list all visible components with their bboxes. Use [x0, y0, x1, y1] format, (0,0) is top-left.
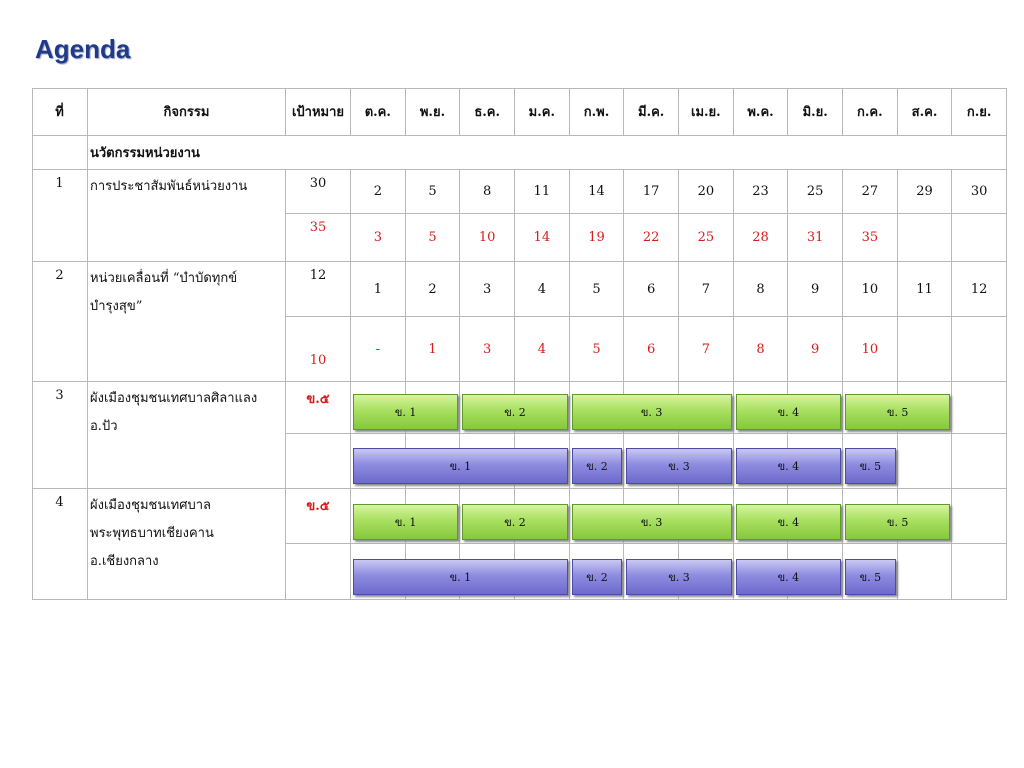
- plan-value-cell: [624, 262, 679, 317]
- header-target-text: เป้าหมาย: [291, 105, 345, 120]
- phase-bar-label: ข. 5: [886, 406, 909, 419]
- actual-value-cell: [734, 214, 789, 262]
- plan-value-cell: [460, 262, 515, 317]
- header-activity-text: กิจกรรม: [163, 105, 210, 120]
- plan-value-cell: [624, 170, 679, 214]
- activity-label-text: การประชาสัมพันธ์หน่วยงาน: [90, 179, 248, 194]
- header-month-text: ก.พ.: [583, 105, 610, 120]
- activity-label-text: หน่วยเคลื่อนที่ “บำบัดทุกข์ บำรุงสุข”: [90, 271, 238, 314]
- phase-bar-label: ข. 3: [668, 571, 690, 584]
- actual-target-text: 35: [309, 220, 327, 235]
- phase-bar-label: ข. 2: [586, 571, 608, 584]
- plan-phase-bar: [353, 394, 458, 430]
- plan-value-cell: [952, 262, 1007, 317]
- actual-value-cell: [788, 317, 843, 382]
- actual-value-cell: [952, 317, 1007, 382]
- plan-value-cell-text: 7: [701, 281, 710, 297]
- actual-value-cell-text: 35: [861, 230, 879, 245]
- header-month-text: เม.ย.: [691, 105, 721, 120]
- header-month-text: ธ.ค.: [474, 105, 500, 120]
- phase-bar-label: ข. 5: [859, 460, 882, 473]
- actual-value-cell-text: 10: [861, 341, 879, 357]
- actual-value-cell-text: 5: [428, 230, 437, 245]
- plan-value-cell: [788, 262, 843, 317]
- plan-value-cell-text: 12: [970, 281, 988, 297]
- header-month-text: ต.ค.: [364, 105, 391, 120]
- actual-value-cell: [406, 317, 461, 382]
- plan-value-cell-text: 3: [483, 281, 492, 297]
- activity-label: [88, 170, 286, 262]
- actual-phase-bar: [626, 559, 731, 595]
- agenda-table: [32, 88, 1007, 600]
- month-cell: [898, 434, 953, 489]
- actual-phase-bar: [845, 448, 896, 484]
- activity-label: [88, 262, 286, 382]
- actual-phase-bar: [353, 559, 568, 595]
- actual-value-cell-text: 28: [752, 230, 769, 245]
- row-number-text: 4: [55, 495, 64, 510]
- actual-phase-bar: [626, 448, 731, 484]
- header-activity: [88, 88, 286, 136]
- phase-bar-label: ข. 1: [394, 516, 417, 529]
- header-month-text: พ.ค.: [747, 105, 774, 120]
- section-label: [88, 136, 1007, 170]
- header-month: [515, 88, 570, 136]
- plan-value-cell: [679, 262, 734, 317]
- actual-value-cell: [460, 214, 515, 262]
- plan-value-cell: [570, 170, 625, 214]
- actual-value-cell-text: 7: [701, 341, 710, 357]
- actual-value-cell-text: 5: [592, 341, 601, 357]
- row-number: [32, 262, 88, 382]
- header-month: [788, 88, 843, 136]
- header-month-text: ก.ค.: [857, 105, 883, 120]
- actual-value-cell-text: 6: [647, 341, 656, 357]
- phase-bar-label: ข. 3: [640, 406, 663, 419]
- actual-value-cell-text: 3: [373, 230, 382, 245]
- plan-value-cell: [460, 170, 515, 214]
- section-no-cell: [32, 136, 88, 170]
- header-month-text: ม.ค.: [528, 105, 555, 120]
- actual-value-cell-text: -: [375, 341, 381, 357]
- plan-phase-bar: [462, 504, 567, 540]
- header-month: [460, 88, 515, 136]
- phase-bar-label: ข. 5: [859, 571, 882, 584]
- actual-value-cell: [952, 214, 1007, 262]
- actual-phase-bar: [736, 559, 841, 595]
- actual-target: [286, 317, 351, 382]
- page-title: Agenda: [35, 34, 131, 64]
- header-month: [679, 88, 734, 136]
- plan-value-cell-text: 27: [861, 184, 879, 199]
- activity-label-text: ผังเมืองชุมชนเทศบาล พระพุทธบาทเชียงคาน อ.เชียงกลาง: [90, 498, 214, 569]
- plan-value-cell: [515, 170, 570, 214]
- phase-bar-label: ข. 4: [777, 460, 800, 473]
- actual-value-cell-text: 4: [537, 341, 546, 357]
- plan-value-cell-text: 10: [861, 281, 879, 297]
- plan-phase-bar: [845, 504, 950, 540]
- month-cell: [898, 544, 953, 600]
- month-cell: [952, 544, 1007, 600]
- actual-phase-bar: [736, 448, 841, 484]
- plan-value-cell-text: 5: [428, 184, 437, 199]
- header-month: [406, 88, 461, 136]
- activity-label: [88, 382, 286, 489]
- header-month: [351, 88, 406, 136]
- actual-value-cell-text: 9: [811, 341, 820, 357]
- header-target: [286, 88, 351, 136]
- plan-value-cell-text: 8: [756, 281, 765, 297]
- header-month-text: ก.ย.: [966, 105, 992, 120]
- target-empty-cell: [286, 434, 351, 489]
- actual-value-cell: [351, 317, 406, 382]
- actual-value-cell: [843, 214, 898, 262]
- plan-value-cell-text: 8: [483, 184, 492, 199]
- actual-phase-bar: [353, 448, 568, 484]
- header-no-text: ที่: [55, 105, 64, 120]
- header-month: [624, 88, 679, 136]
- plan-value-cell-text: 14: [588, 184, 605, 199]
- plan-value-cell: [515, 262, 570, 317]
- plan-value-cell: [734, 170, 789, 214]
- header-month: [734, 88, 789, 136]
- plan-value-cell-text: 29: [916, 184, 933, 199]
- phase-bar-label: ข. 1: [394, 406, 417, 419]
- actual-phase-bar: [572, 559, 623, 595]
- actual-value-cell-text: 25: [697, 230, 715, 245]
- actual-value-cell: [515, 214, 570, 262]
- plan-phase-bar: [572, 504, 732, 540]
- plan-target: [286, 262, 351, 317]
- target-empty-cell: [286, 544, 351, 600]
- month-cell: [952, 489, 1007, 544]
- plan-phase-bar: [845, 394, 950, 430]
- actual-value-cell: [734, 317, 789, 382]
- phase-bar-label: ข. 3: [668, 460, 690, 473]
- plan-phase-bar: [736, 394, 841, 430]
- actual-value-cell-text: 31: [806, 230, 824, 245]
- actual-value-cell: [570, 317, 625, 382]
- actual-phase-bar: [572, 448, 623, 484]
- phase-bar-label: ข. 2: [586, 460, 608, 473]
- target-cell-text: ข.๕: [306, 392, 330, 407]
- row-number-text: 2: [55, 268, 64, 283]
- plan-value-cell-text: 20: [697, 184, 715, 199]
- phase-bar-label: ข. 4: [777, 516, 800, 529]
- actual-value-cell: [351, 214, 406, 262]
- actual-value-cell: [460, 317, 515, 382]
- header-no: [32, 88, 88, 136]
- header-month: [843, 88, 898, 136]
- plan-value-cell-text: 1: [373, 281, 382, 297]
- phase-bar-label: ข. 1: [449, 571, 472, 584]
- actual-value-cell-text: 19: [588, 230, 605, 245]
- plan-value-cell: [734, 262, 789, 317]
- header-month: [952, 88, 1007, 136]
- actual-value-cell: [406, 214, 461, 262]
- plan-value-cell-text: 30: [970, 184, 988, 199]
- header-month-text: มี.ค.: [638, 105, 665, 120]
- row-number: [32, 489, 88, 600]
- actual-value-cell: [679, 317, 734, 382]
- plan-value-cell: [898, 170, 953, 214]
- plan-value-cell-text: 17: [642, 184, 660, 199]
- phase-bar-label: ข. 2: [504, 406, 526, 419]
- plan-value-cell: [843, 170, 898, 214]
- actual-value-cell: [788, 214, 843, 262]
- plan-target-text: 30: [309, 176, 327, 191]
- actual-value-cell-text: 1: [428, 341, 437, 357]
- phase-bar-label: ข. 3: [640, 516, 663, 529]
- target-cell: [286, 382, 351, 434]
- plan-value-cell: [351, 262, 406, 317]
- plan-value-cell: [952, 170, 1007, 214]
- activity-label: [88, 489, 286, 600]
- phase-bar-label: ข. 4: [777, 406, 800, 419]
- actual-value-cell-text: 14: [533, 230, 551, 245]
- actual-value-cell: [624, 214, 679, 262]
- plan-value-cell-text: 5: [592, 281, 601, 297]
- plan-phase-bar: [572, 394, 732, 430]
- plan-phase-bar: [353, 504, 458, 540]
- plan-value-cell-text: 2: [373, 184, 382, 199]
- header-month-text: ส.ค.: [911, 105, 938, 120]
- actual-value-cell: [570, 214, 625, 262]
- actual-value-cell: [679, 214, 734, 262]
- actual-phase-bar: [845, 559, 896, 595]
- actual-value-cell: [515, 317, 570, 382]
- plan-value-cell: [570, 262, 625, 317]
- actual-target-text: 10: [309, 353, 327, 368]
- plan-value-cell: [351, 170, 406, 214]
- phase-bar-label: ข. 4: [777, 571, 800, 584]
- header-month: [898, 88, 953, 136]
- plan-value-cell: [898, 262, 953, 317]
- plan-phase-bar: [462, 394, 567, 430]
- actual-value-cell-text: 10: [478, 230, 496, 245]
- actual-value-cell-text: 22: [642, 230, 660, 245]
- plan-value-cell-text: 6: [647, 281, 656, 297]
- actual-value-cell: [624, 317, 679, 382]
- actual-value-cell-text: 8: [756, 341, 765, 357]
- plan-value-cell: [406, 262, 461, 317]
- actual-value-cell: [898, 214, 953, 262]
- phase-bar-label: ข. 2: [504, 516, 526, 529]
- phase-bar-label: ข. 1: [449, 460, 472, 473]
- plan-value-cell: [843, 262, 898, 317]
- section-label-text: นวัตกรรมหน่วยงาน: [90, 146, 200, 161]
- header-month: [570, 88, 625, 136]
- phase-bar-label: ข. 5: [886, 516, 909, 529]
- plan-value-cell-text: 4: [537, 281, 546, 297]
- plan-value-cell: [406, 170, 461, 214]
- plan-value-cell-text: 25: [806, 184, 824, 199]
- row-number-text: 3: [55, 388, 64, 403]
- actual-value-cell-text: 3: [483, 341, 492, 357]
- target-cell: [286, 489, 351, 544]
- plan-value-cell-text: 11: [916, 281, 933, 297]
- plan-value-cell-text: 2: [428, 281, 437, 297]
- plan-target-text: 12: [309, 268, 327, 283]
- plan-value-cell-text: 11: [533, 184, 551, 199]
- row-number: [32, 382, 88, 489]
- month-cell: [952, 434, 1007, 489]
- plan-value-cell: [679, 170, 734, 214]
- plan-target: [286, 170, 351, 214]
- actual-value-cell: [843, 317, 898, 382]
- target-cell-text: ข.๕: [306, 499, 330, 514]
- plan-value-cell-text: 23: [752, 184, 769, 199]
- header-month-text: มิ.ย.: [802, 105, 828, 120]
- plan-value-cell: [788, 170, 843, 214]
- plan-value-cell-text: 9: [811, 281, 820, 297]
- header-month-text: พ.ย.: [419, 105, 446, 120]
- activity-label-text: ผังเมืองชุมชนเทศบาลศิลาแลง อ.ปัว: [90, 391, 258, 434]
- actual-value-cell: [898, 317, 953, 382]
- month-cell: [952, 382, 1007, 434]
- row-number: [32, 170, 88, 262]
- actual-target: [286, 214, 351, 262]
- plan-phase-bar: [736, 504, 841, 540]
- row-number-text: 1: [55, 176, 64, 191]
